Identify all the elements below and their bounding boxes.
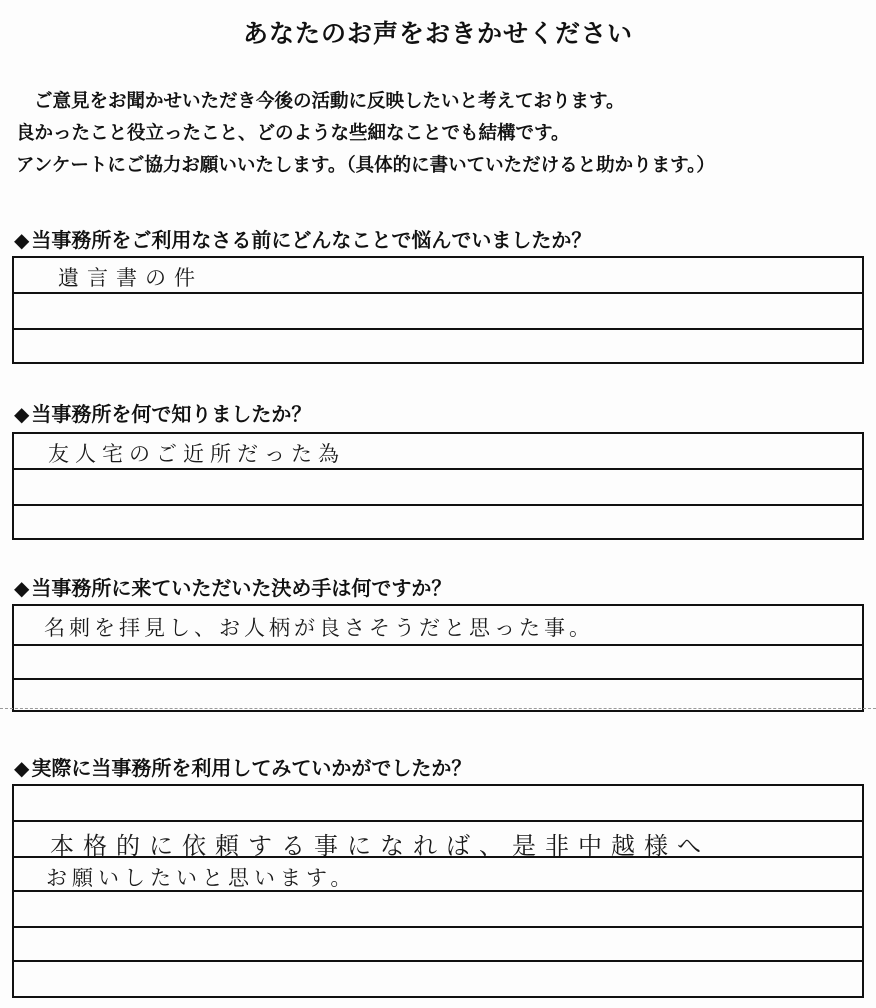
question-1-label: 当事務所をご利用なさる前にどんなことで悩んでいましたか？ [31, 228, 592, 252]
answer-box-2 [12, 432, 864, 540]
question-3 [14, 572, 451, 601]
answer-rule [14, 678, 862, 680]
question-2 [14, 398, 311, 427]
question-4 [14, 752, 471, 781]
intro-line-2: 良かったこと役立ったこと、どのような些細なことでも結構です。 [16, 123, 570, 144]
answer-2-line-1: 友人宅のご近所だった為 [48, 442, 345, 466]
answer-box-3 [12, 604, 864, 712]
intro-line-3: アンケートにご協力お願いいたします。（具体的に書いていただけると助かります。） [16, 155, 715, 176]
answer-rule [14, 926, 862, 928]
bullet-diamond-icon: ◆ [14, 756, 30, 780]
answer-box-1 [12, 256, 864, 364]
question-3-label: 当事務所に来ていただいた決め手は何ですか？ [31, 576, 452, 600]
answer-box-4 [12, 784, 864, 998]
answer-rule [14, 820, 862, 822]
answer-rule [14, 292, 862, 294]
bullet-diamond-icon: ◆ [14, 228, 30, 252]
bullet-diamond-icon: ◆ [14, 576, 30, 600]
bullet-diamond-icon: ◆ [14, 402, 30, 426]
answer-3-line-1: 名刺を拝見し、お人柄が良さそうだと思った事。 [44, 616, 594, 640]
answer-4-line-2: お願いしたいと思います。 [46, 866, 357, 890]
answer-rule [14, 504, 862, 506]
answer-rule [14, 468, 862, 470]
answer-1-line-1: 遺言書の件 [58, 266, 203, 290]
question-2-label: 当事務所を何で知りましたか？ [31, 402, 312, 426]
question-1 [14, 224, 591, 253]
answer-rule [14, 960, 862, 962]
answer-rule [14, 328, 862, 330]
answer-rule [14, 644, 862, 646]
page-title: あなたのお声をおきかせください [242, 19, 633, 48]
intro-line-1: ご意見をお聞かせいただき今後の活動に反映したいと考えております。 [34, 91, 625, 112]
fold-line [0, 708, 876, 709]
intro-text [16, 86, 876, 182]
question-4-label: 実際に当事務所を利用してみていかがでしたか？ [31, 756, 472, 780]
answer-4-line-1: 本格的に依頼する事になれば、是非中越様へ [50, 832, 710, 860]
